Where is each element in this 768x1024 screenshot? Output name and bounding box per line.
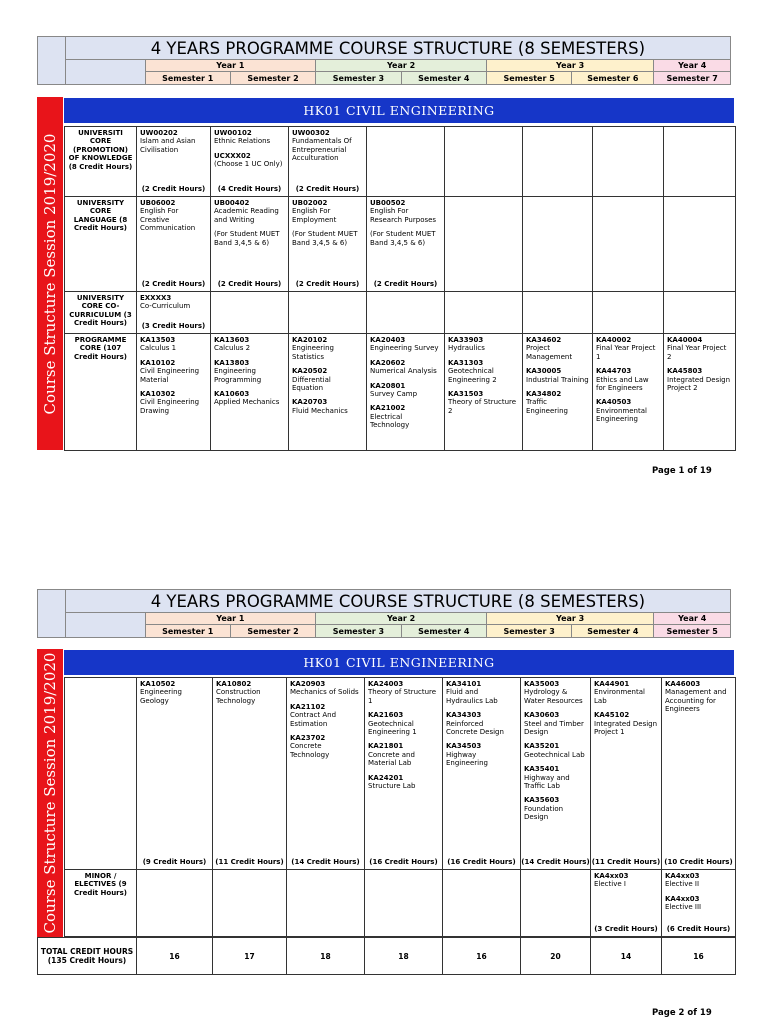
course-cell bbox=[137, 292, 211, 334]
course-code: KA34303 bbox=[446, 711, 482, 720]
course-cell bbox=[664, 334, 736, 451]
course-name: Industrial Training bbox=[526, 375, 589, 384]
course-code: UB02002 bbox=[292, 199, 328, 207]
course-cell bbox=[523, 197, 593, 292]
course-name: Theory of Structure 2 bbox=[448, 398, 517, 415]
course-name: Islam and Asian Civilisation bbox=[140, 137, 196, 154]
course-name: Integrated Design Project 2 bbox=[667, 375, 731, 393]
course-cell bbox=[443, 678, 521, 870]
course-cell bbox=[445, 334, 523, 451]
page-title: 4 YEARS PROGRAMME COURSE STRUCTURE (8 SEMESTERS) bbox=[65, 590, 730, 613]
course-code: KA20102 bbox=[292, 336, 328, 344]
course-name: Applied Mechanics bbox=[214, 398, 280, 407]
course-name: Mechanics of Solids bbox=[290, 688, 359, 697]
course-cell bbox=[287, 870, 365, 937]
row-label: MINOR / ELECTIVES (9 Credit Hours) bbox=[65, 870, 137, 937]
course-code: KA20403 bbox=[370, 336, 406, 344]
credit-hours: (4 Credit Hours) bbox=[217, 184, 282, 193]
course-cell bbox=[367, 334, 445, 451]
total-credit-value: 14 bbox=[591, 938, 662, 975]
course-code: KA44901 bbox=[594, 680, 630, 688]
course-name: Fundamentals Of Entrepreneurial Acculturation bbox=[292, 137, 352, 163]
table-row bbox=[65, 870, 736, 937]
course-name: Structure Lab bbox=[368, 782, 416, 791]
course-code: KA34602 bbox=[526, 336, 562, 344]
course-cell bbox=[443, 870, 521, 937]
course-name: Final Year Project 1 bbox=[596, 344, 656, 361]
course-name: Concrete and Material Lab bbox=[368, 750, 415, 768]
course-code: KA10502 bbox=[140, 680, 176, 688]
credit-hours: (11 Credit Hours) bbox=[591, 857, 661, 866]
course-name: English For Creative Communication bbox=[140, 207, 196, 233]
semester-header: Semester 5 bbox=[486, 72, 571, 85]
course-cell bbox=[521, 870, 591, 937]
course-code: UW00302 bbox=[292, 129, 330, 137]
course-cell bbox=[523, 334, 593, 451]
semester-header: Semester 2 bbox=[230, 72, 315, 85]
course-name: Environmental Engineering bbox=[596, 406, 647, 424]
total-credit-value: 18 bbox=[365, 938, 443, 975]
course-code: KA4xx03 bbox=[665, 872, 700, 880]
table-row bbox=[65, 292, 736, 334]
course-name: Foundation Design bbox=[524, 804, 564, 822]
course-name: Elective II bbox=[665, 880, 700, 889]
course-name: Construction Technology bbox=[216, 688, 261, 705]
credit-hours: (3 Credit Hours) bbox=[141, 321, 206, 330]
course-name: Civil Engineering Material bbox=[140, 367, 200, 384]
course-code: KA13603 bbox=[214, 336, 250, 344]
total-credit-value: 17 bbox=[213, 938, 287, 975]
course-name: Highway Engineering bbox=[446, 750, 488, 768]
year-3-header: Year 3 bbox=[486, 613, 653, 625]
course-code: KA35603 bbox=[524, 796, 560, 805]
semester-header: Semester 3 bbox=[316, 72, 401, 85]
course-code: EXXXX3 bbox=[140, 294, 172, 302]
course-cell bbox=[445, 127, 523, 197]
course-code: KA10603 bbox=[214, 390, 250, 399]
credit-hours: (2 Credit Hours) bbox=[217, 279, 282, 288]
session-side-label: Course Structure Session 2019/2020 bbox=[37, 649, 63, 937]
course-code: KA44703 bbox=[596, 367, 632, 376]
course-name: Numerical Analysis bbox=[370, 367, 437, 376]
course-name: Engineering Survey bbox=[370, 344, 439, 353]
total-credit-table bbox=[37, 937, 736, 975]
course-code: KA34503 bbox=[446, 742, 482, 751]
course-code: KA10802 bbox=[216, 680, 252, 688]
course-code: KA23702 bbox=[290, 734, 326, 743]
table-row bbox=[65, 197, 736, 292]
course-cell bbox=[289, 197, 367, 292]
page1-course-table bbox=[64, 126, 736, 451]
credit-hours: (16 Credit Hours) bbox=[447, 857, 516, 866]
course-cell bbox=[289, 127, 367, 197]
credit-hours: (9 Credit Hours) bbox=[142, 857, 207, 866]
course-cell bbox=[137, 870, 213, 937]
total-credit-label: TOTAL CREDIT HOURS (135 Credit Hours) bbox=[38, 938, 137, 975]
course-cell bbox=[213, 678, 287, 870]
course-code: KA30603 bbox=[524, 711, 560, 720]
course-name: Academic Reading and Writing bbox=[214, 207, 279, 224]
page1-header-table bbox=[37, 36, 731, 85]
course-name: Management and Accounting for Engineers bbox=[665, 688, 727, 714]
course-code: KA21102 bbox=[290, 702, 326, 711]
total-credit-value: 16 bbox=[443, 938, 521, 975]
course-name: Differential Equation bbox=[292, 375, 331, 393]
course-cell bbox=[523, 292, 593, 334]
course-code: KA10302 bbox=[140, 390, 176, 399]
course-name: Ethics and Law for Engineers bbox=[596, 375, 649, 393]
course-cell bbox=[365, 678, 443, 870]
course-cell bbox=[211, 197, 289, 292]
credit-hours: (10 Credit Hours) bbox=[664, 857, 733, 866]
course-code: KA34101 bbox=[446, 680, 482, 688]
course-code: KA20903 bbox=[290, 680, 326, 688]
course-cell bbox=[445, 197, 523, 292]
course-cell bbox=[593, 292, 664, 334]
course-cell bbox=[211, 334, 289, 451]
credit-hours: (2 Credit Hours) bbox=[141, 184, 206, 193]
course-cell bbox=[664, 197, 736, 292]
semester-header: Semester 7 bbox=[654, 72, 731, 85]
course-note: (For Student MUET Band 3,4,5 & 6) bbox=[214, 230, 280, 247]
course-code: KA24201 bbox=[368, 773, 404, 782]
course-code: UB00402 bbox=[214, 199, 250, 207]
course-code: KA45803 bbox=[667, 367, 703, 376]
course-cell bbox=[365, 870, 443, 937]
session-side-label: Course Structure Session 2019/2020 bbox=[37, 97, 63, 450]
course-name: Elective III bbox=[665, 903, 702, 912]
course-cell bbox=[593, 197, 664, 292]
course-name: Hydraulics bbox=[448, 344, 485, 353]
year-2-header: Year 2 bbox=[316, 60, 487, 72]
year-1-header: Year 1 bbox=[145, 613, 316, 625]
table-row bbox=[65, 334, 736, 451]
course-code: KA20602 bbox=[370, 358, 406, 367]
course-cell bbox=[593, 127, 664, 197]
credit-hours: (2 Credit Hours) bbox=[141, 279, 206, 288]
semester-header: Semester 3 bbox=[486, 625, 571, 638]
course-code: KA10102 bbox=[140, 358, 176, 367]
course-name: Fluid and Hydraulics Lab bbox=[446, 688, 498, 705]
course-code: UW00102 bbox=[214, 129, 252, 137]
course-code: UCXXX02 bbox=[214, 151, 251, 160]
course-cell bbox=[591, 678, 662, 870]
course-note: (For Student MUET Band 3,4,5 & 6) bbox=[292, 230, 358, 247]
course-cell bbox=[137, 127, 211, 197]
page-number: Page 2 of 19 bbox=[652, 1008, 712, 1018]
course-name: Concrete Technology bbox=[290, 742, 330, 759]
credit-hours: (16 Credit Hours) bbox=[369, 857, 438, 866]
header-blank bbox=[65, 613, 145, 638]
total-credit-value: 16 bbox=[662, 938, 736, 975]
semester-header: Semester 6 bbox=[572, 72, 654, 85]
credit-hours: (14 Credit Hours) bbox=[291, 857, 360, 866]
header-corner bbox=[38, 590, 66, 638]
semester-header: Semester 1 bbox=[145, 72, 230, 85]
course-cell bbox=[367, 197, 445, 292]
course-code: KA20502 bbox=[292, 367, 328, 376]
total-credit-value: 16 bbox=[137, 938, 213, 975]
header-blank bbox=[65, 60, 145, 85]
course-cell bbox=[662, 678, 736, 870]
year-1-header: Year 1 bbox=[145, 60, 316, 72]
course-name: English For Employment bbox=[292, 207, 337, 224]
course-name: Calculus 1 bbox=[140, 344, 177, 353]
course-name: Geotechnical Engineering 1 bbox=[368, 719, 417, 737]
row-label: UNIVERSITY CORE LANGUAGE (8 Credit Hours) bbox=[65, 197, 137, 292]
course-cell bbox=[593, 334, 664, 451]
credit-hours: (2 Credit Hours) bbox=[295, 184, 360, 193]
row-label: UNIVERSITI CORE (PROMOTION) OF KNOWLEDGE (8 Credit Hours) bbox=[65, 127, 137, 197]
course-note: (For Student MUET Band 3,4,5 & 6) bbox=[370, 230, 436, 247]
course-code: KA21603 bbox=[368, 711, 404, 720]
course-name: Electrical Technology bbox=[370, 412, 410, 430]
course-name: Environmental Lab bbox=[594, 688, 645, 705]
course-name: Contract And Estimation bbox=[290, 711, 337, 728]
page2-header-table bbox=[37, 589, 731, 638]
course-name: Co-Curriculum bbox=[140, 302, 191, 311]
course-code: KA20801 bbox=[370, 381, 406, 390]
course-name: Geotechnical Engineering 2 bbox=[448, 367, 497, 384]
credit-hours: (6 Credit Hours) bbox=[666, 924, 731, 933]
course-name: Highway and Traffic Lab bbox=[524, 773, 570, 791]
course-name: Elective I bbox=[594, 880, 626, 889]
course-cell bbox=[137, 197, 211, 292]
course-cell bbox=[211, 127, 289, 197]
semester-header: Semester 4 bbox=[401, 72, 486, 85]
course-cell bbox=[664, 292, 736, 334]
course-code: KA21002 bbox=[370, 404, 406, 413]
semester-header: Semester 3 bbox=[316, 625, 401, 638]
course-code: KA13803 bbox=[214, 358, 250, 367]
course-code: KA24003 bbox=[368, 680, 404, 688]
course-name: Engineering Geology bbox=[140, 688, 182, 705]
year-4-header: Year 4 bbox=[654, 613, 731, 625]
course-code: UB06002 bbox=[140, 199, 176, 207]
course-name: Civil Engineering Drawing bbox=[140, 398, 200, 415]
page-title: 4 YEARS PROGRAMME COURSE STRUCTURE (8 SEMESTERS) bbox=[65, 37, 730, 60]
course-code: KA40503 bbox=[596, 398, 632, 407]
semester-header: Semester 1 bbox=[145, 625, 230, 638]
course-name: Survey Camp bbox=[370, 390, 418, 399]
course-name: Integrated Design Project 1 bbox=[594, 719, 658, 737]
course-cell bbox=[664, 127, 736, 197]
course-name: Reinforced Concrete Design bbox=[446, 719, 504, 737]
course-cell bbox=[662, 870, 736, 937]
course-code: KA40004 bbox=[667, 336, 703, 344]
course-cell bbox=[591, 870, 662, 937]
course-cell bbox=[367, 292, 445, 334]
course-code: KA31503 bbox=[448, 390, 484, 399]
credit-hours: (14 Credit Hours) bbox=[521, 857, 590, 866]
course-cell bbox=[287, 678, 365, 870]
header-corner bbox=[38, 37, 66, 85]
course-name: Traffic Engineering bbox=[526, 398, 568, 415]
course-code: KA30005 bbox=[526, 367, 562, 376]
semester-header: Semester 4 bbox=[401, 625, 486, 638]
table-row bbox=[65, 678, 736, 870]
course-code: KA20703 bbox=[292, 398, 328, 407]
course-code: KA31303 bbox=[448, 358, 484, 367]
course-name: Fluid Mechanics bbox=[292, 406, 348, 415]
course-code: KA21801 bbox=[368, 742, 404, 751]
course-cell bbox=[137, 678, 213, 870]
course-code: KA33903 bbox=[448, 336, 484, 344]
course-code: UB00502 bbox=[370, 199, 406, 207]
course-cell bbox=[367, 127, 445, 197]
course-name: Engineering Statistics bbox=[292, 344, 334, 361]
course-name: Theory of Structure 1 bbox=[368, 688, 437, 705]
course-name: Hydrology & Water Resources bbox=[524, 688, 583, 705]
semester-header: Semester 2 bbox=[230, 625, 315, 638]
course-code: UW00202 bbox=[140, 129, 178, 137]
course-cell bbox=[137, 334, 211, 451]
course-name: Final Year Project 2 bbox=[667, 344, 727, 361]
course-cell bbox=[213, 870, 287, 937]
semester-header: Semester 5 bbox=[654, 625, 731, 638]
course-code: KA13503 bbox=[140, 336, 176, 344]
course-name: Project Management bbox=[526, 344, 573, 361]
row-label bbox=[65, 678, 137, 870]
row-label: PROGRAMME CORE (107 Credit Hours) bbox=[65, 334, 137, 451]
table-row bbox=[65, 127, 736, 197]
course-code: KA35401 bbox=[524, 765, 560, 774]
page2-course-table bbox=[64, 677, 736, 937]
course-cell bbox=[523, 127, 593, 197]
course-code: KA35201 bbox=[524, 742, 560, 751]
course-code: KA34802 bbox=[526, 390, 562, 399]
year-4-header: Year 4 bbox=[654, 60, 731, 72]
credit-hours: (3 Credit Hours) bbox=[594, 924, 658, 933]
course-name: Engineering Programming bbox=[214, 367, 262, 384]
course-name: Ethnic Relations bbox=[214, 137, 271, 146]
semester-header: Semester 4 bbox=[572, 625, 654, 638]
credit-hours: (2 Credit Hours) bbox=[295, 279, 360, 288]
course-code: KA4xx03 bbox=[594, 872, 629, 880]
programme-banner: HK01 CIVIL ENGINEERING bbox=[64, 98, 734, 123]
course-name: English For Research Purposes bbox=[370, 207, 437, 224]
course-name: Geotechnical Lab bbox=[524, 750, 585, 759]
credit-hours: (2 Credit Hours) bbox=[373, 279, 438, 288]
row-label: UNIVERSITY CORE CO-CURRICULUM (3 Credit Hours) bbox=[65, 292, 137, 334]
total-credit-value: 18 bbox=[287, 938, 365, 975]
course-cell bbox=[445, 292, 523, 334]
course-code: KA35003 bbox=[524, 680, 560, 688]
course-cell bbox=[289, 334, 367, 451]
course-code: KA4xx03 bbox=[665, 894, 700, 903]
year-3-header: Year 3 bbox=[486, 60, 653, 72]
course-code: KA46003 bbox=[665, 680, 701, 688]
course-code: KA40002 bbox=[596, 336, 632, 344]
year-2-header: Year 2 bbox=[316, 613, 487, 625]
course-name: (Choose 1 UC Only) bbox=[214, 160, 283, 169]
course-cell bbox=[289, 292, 367, 334]
credit-hours: (11 Credit Hours) bbox=[215, 857, 284, 866]
programme-banner: HK01 CIVIL ENGINEERING bbox=[64, 650, 734, 675]
course-code: KA45102 bbox=[594, 711, 630, 720]
course-name: Calculus 2 bbox=[214, 344, 251, 353]
page-number: Page 1 of 19 bbox=[652, 466, 712, 476]
course-name: Steel and Timber Design bbox=[524, 719, 584, 737]
course-cell bbox=[211, 292, 289, 334]
course-cell bbox=[521, 678, 591, 870]
total-credit-value: 20 bbox=[521, 938, 591, 975]
